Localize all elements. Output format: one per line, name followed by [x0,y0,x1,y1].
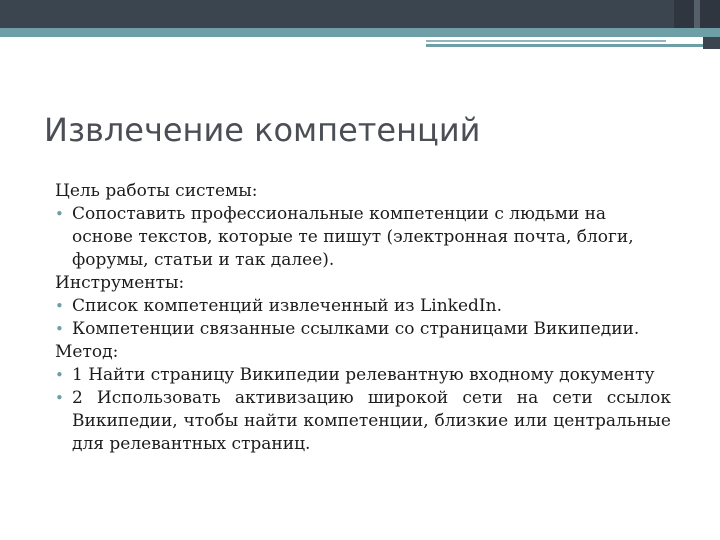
goal-heading: Цель работы системы: [55,181,258,201]
tools-heading: Инструменты: [55,273,185,293]
slide-body [55,180,671,456]
tools-item-text: Компетенции связанные ссылками со страницами Википедии. [72,319,640,339]
slide-accent-line [426,40,666,42]
slide-accent-line [426,44,720,47]
slide-accent-block [703,37,720,49]
tools-item [55,318,671,341]
method-item-text: 1 Найти страницу Википедии релевантную входному документу [72,365,655,385]
goal-item-text: Сопоставить профессиональные компетенции с людьми на основе текстов, которые те пишут (электронная почта, блоги, форумы, статьи и так далее). [72,204,634,270]
bullet-icon: • [55,320,64,338]
method-heading: Метод: [55,342,119,362]
method-item-text: 2 Использовать активизацию широкой сети на сети ссылок Википедии, чтобы найти компетенции, близкие или центральные для релевантных страниц. [72,388,671,454]
bullet-icon: • [55,205,64,223]
bullet-icon: • [55,297,64,315]
method-item [55,387,671,456]
bullet-icon: • [55,389,64,407]
slide-title: Извлечение компетенций [44,111,481,149]
method-item [55,364,671,387]
tools-item [55,295,671,318]
tools-item-text: Список компетенций извлеченный из LinkedIn. [72,296,502,316]
goal-item [55,203,671,272]
slide-accent-band [0,28,720,37]
bullet-icon: • [55,366,64,384]
slide-corner-separator [694,0,700,28]
slide-top-bar [0,0,720,28]
